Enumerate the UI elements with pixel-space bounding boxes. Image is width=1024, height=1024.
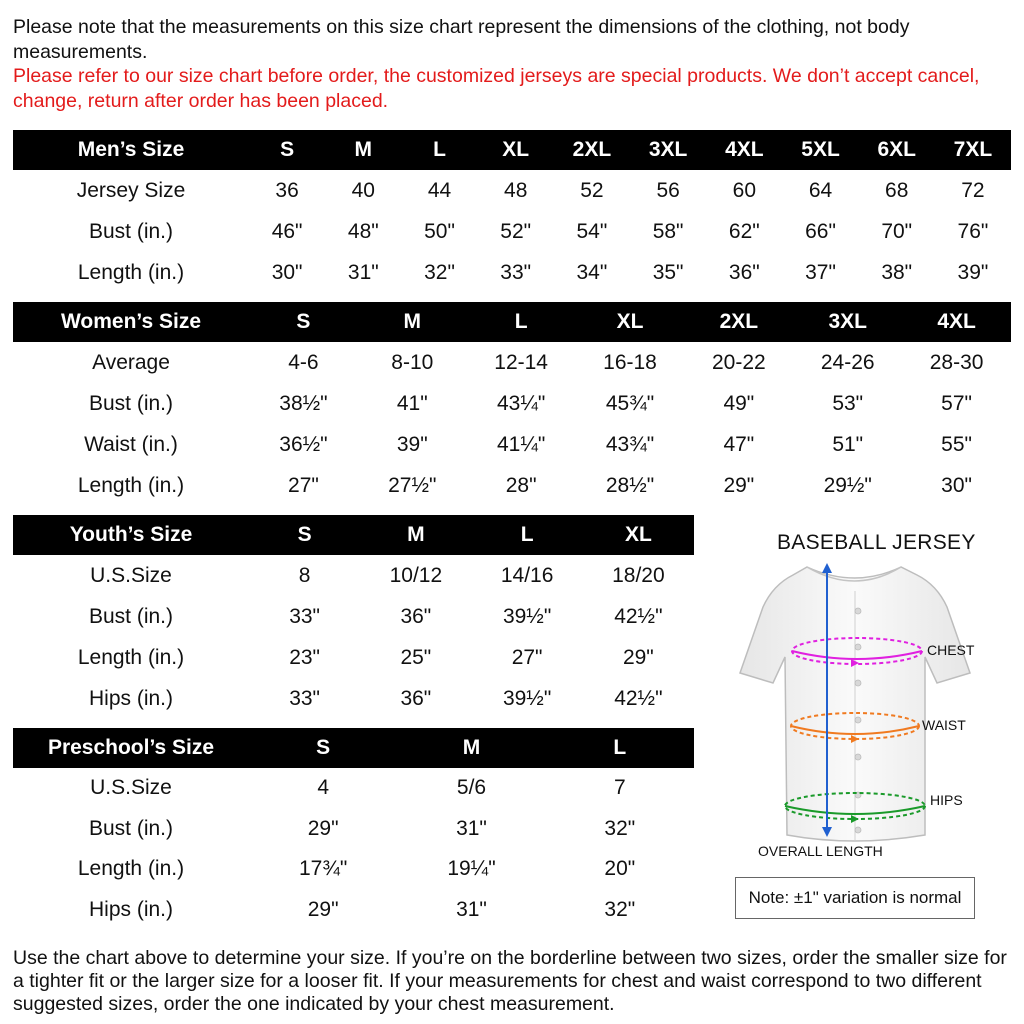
table-cell: 5/6 (456, 776, 487, 800)
table-cell: 28½" (605, 473, 655, 497)
row-label: Average (92, 350, 170, 374)
table-cell: 25" (400, 645, 432, 669)
table-title: Youth’s Size (69, 523, 193, 546)
table-cell: 8 (298, 563, 311, 587)
size-header-cell: 2XL (572, 138, 612, 161)
table-cell: 46" (271, 219, 303, 243)
size-header-cell: M (354, 138, 373, 161)
table-cell: 27" (288, 473, 319, 497)
table-row (13, 211, 1011, 252)
table-cell: 33" (500, 260, 532, 284)
table-header-row (13, 728, 694, 768)
size-header-cell: L (520, 523, 534, 546)
table-cell: 36" (728, 260, 760, 284)
row-label: Hips (in.) (88, 686, 173, 710)
table-row (13, 596, 694, 637)
table-cell: 70" (881, 219, 913, 243)
size-header-cell: 4XL (725, 138, 764, 161)
table-cell: 36" (400, 686, 432, 710)
table-cell: 57" (941, 391, 972, 415)
row-label: Jersey Size (76, 178, 186, 202)
table-cell: 32" (604, 816, 636, 840)
table-cell: 32" (424, 260, 455, 284)
table-cell: 44 (427, 178, 452, 202)
table-title: Women’s Size (60, 310, 202, 333)
size-header-cell: M (462, 736, 481, 759)
table-cell: 52" (500, 219, 532, 243)
table-cell: 29" (307, 897, 339, 921)
table-cell: 53" (832, 391, 864, 415)
table-cell: 60 (732, 178, 756, 202)
size-header-cell: 6XL (877, 138, 916, 161)
table-cell: 14/16 (500, 563, 554, 587)
size-header-cell: S (280, 138, 295, 161)
table-cell: 31" (347, 260, 379, 284)
table-cell: 29" (723, 473, 755, 497)
table-cell: 33" (289, 686, 321, 710)
table-header-row (13, 515, 694, 555)
table-cell: 10/12 (389, 563, 443, 587)
row-label: Waist (in.) (84, 432, 178, 456)
table-cell: 52 (580, 178, 604, 202)
size-header-cell: 7XL (953, 138, 993, 161)
table-cell: 39" (957, 260, 989, 284)
row-label: Bust (in.) (88, 219, 174, 243)
preschool-size-table (13, 728, 694, 930)
table-cell: 39" (396, 432, 428, 456)
row-label: Length (in.) (77, 473, 185, 497)
table-title: Men’s Size (77, 138, 185, 161)
table-cell: 41¼" (496, 432, 546, 456)
table-cell: 56 (656, 178, 680, 202)
size-header-cell: 4XL (937, 310, 976, 333)
table-cell: 4-6 (288, 350, 319, 374)
table-cell: 40 (351, 178, 375, 202)
table-cell: 24-26 (820, 350, 875, 374)
table-cell: 23" (289, 645, 321, 669)
table-cell: 28-30 (929, 350, 984, 374)
table-cell: 49" (723, 391, 755, 415)
men-size-table (13, 130, 1011, 293)
order-policy-warning: Please refer to our size chart before order, the customized jerseys are special products. We don’t accept cancel, change, return after order has been placed. (13, 65, 980, 112)
youth-size-table (13, 515, 694, 719)
table-cell: 32" (604, 897, 636, 921)
baseball-jersey-diagram (725, 525, 1015, 925)
table-cell: 36 (275, 178, 299, 202)
waist-label: WAIST (922, 717, 966, 733)
table-cell: 16-18 (603, 350, 657, 374)
table-cell: 12-14 (494, 350, 548, 374)
table-cell: 17¾" (299, 857, 348, 881)
table-row (13, 768, 694, 809)
variation-note: Note: ±1" variation is normal (735, 877, 975, 919)
size-header-cell: XL (502, 138, 530, 161)
table-row (13, 637, 694, 678)
table-cell: 34" (576, 260, 608, 284)
table-cell: 36½" (279, 432, 328, 456)
size-header-cell: S (297, 523, 312, 546)
table-row (13, 170, 1011, 211)
table-row (13, 342, 1011, 383)
table-cell: 27½" (388, 473, 437, 497)
table-cell: 37" (805, 260, 836, 284)
table-cell: 20" (604, 857, 636, 881)
table-cell: 47" (723, 432, 755, 456)
table-title: Preschool’s Size (47, 736, 215, 759)
table-cell: 64 (808, 178, 833, 202)
table-cell: 29" (622, 645, 654, 669)
table-cell: 55" (941, 432, 972, 456)
table-cell: 35" (652, 260, 684, 284)
row-label: Length (in.) (77, 260, 185, 284)
table-cell: 68 (885, 178, 909, 202)
size-header-cell: 2XL (719, 310, 759, 333)
table-cell: 33" (289, 604, 321, 628)
table-cell: 36" (400, 604, 432, 628)
table-cell: 39½" (502, 604, 552, 628)
table-header-row (13, 130, 1011, 170)
table-cell: 42½" (614, 604, 663, 628)
row-label: Bust (in.) (88, 604, 174, 628)
table-cell: 29" (307, 816, 339, 840)
table-row (13, 849, 694, 890)
row-label: Length (in.) (77, 857, 185, 881)
table-row (13, 678, 694, 719)
size-header-cell: 3XL (828, 310, 867, 333)
table-cell: 31" (456, 897, 487, 921)
hips-label: HIPS (930, 792, 963, 808)
table-cell: 39½" (502, 686, 552, 710)
row-label: Bust (in.) (88, 816, 174, 840)
sizing-advice: Use the chart above to determine your size. If you’re on the borderline between two sizes, order the smaller size for a tighter fit or the larger size for a looser fit. If your measurements for chest and waist correspond to two different suggested sizes, order the one indicated by your chest measurement. (13, 947, 1007, 1015)
table-cell: 30" (941, 473, 972, 497)
table-row (13, 890, 694, 931)
table-cell: 66" (805, 219, 836, 243)
table-cell: 38½" (279, 391, 328, 415)
size-header-cell: L (514, 310, 528, 333)
table-cell: 58" (652, 219, 684, 243)
table-cell: 8-10 (391, 350, 434, 374)
size-header-cell: XL (624, 523, 652, 546)
size-header-cell: M (407, 523, 425, 546)
table-row (13, 424, 1011, 465)
table-cell: 72 (961, 178, 985, 202)
table-cell: 62" (728, 219, 760, 243)
row-label: U.S.Size (90, 563, 172, 587)
diagram-title: BASEBALL JERSEY (777, 531, 976, 554)
table-cell: 38" (881, 260, 913, 284)
row-label: Length (in.) (77, 645, 185, 669)
table-cell: 27" (511, 645, 543, 669)
table-cell: 4 (317, 776, 329, 800)
table-row (13, 252, 1011, 293)
size-header-cell: XL (616, 310, 644, 333)
table-cell: 29½" (823, 473, 872, 497)
table-header-row (13, 302, 1011, 342)
table-cell: 51" (832, 432, 864, 456)
table-row (13, 465, 1011, 506)
table-cell: 45¾" (605, 391, 655, 415)
table-cell: 20-22 (712, 350, 766, 374)
size-header-cell: 5XL (801, 138, 840, 161)
table-cell: 48 (504, 178, 528, 202)
size-header-cell: S (316, 736, 331, 759)
size-header-cell: L (433, 138, 446, 161)
table-cell: 30" (271, 260, 303, 284)
table-cell: 18/20 (612, 563, 665, 587)
table-row (13, 555, 694, 596)
table-row (13, 809, 694, 850)
table-cell: 31" (456, 816, 487, 840)
row-label: Hips (in.) (88, 897, 173, 921)
overall-length-label: OVERALL LENGTH (758, 843, 883, 859)
size-header-cell: L (613, 736, 627, 759)
table-cell: 42½" (614, 686, 663, 710)
size-header-cell: 3XL (648, 138, 688, 161)
table-cell: 76" (957, 219, 989, 243)
table-cell: 7 (613, 776, 626, 800)
size-header-cell: M (403, 310, 422, 333)
clothing-dimensions-notice: Please note that the measurements on this size chart represent the dimensions of the clothing, not body measurements. (13, 16, 910, 63)
table-cell: 43¼" (496, 391, 546, 415)
table-cell: 41" (396, 391, 428, 415)
size-header-cell: S (296, 310, 311, 333)
table-cell: 19¼" (447, 857, 496, 881)
row-label: U.S.Size (90, 776, 172, 800)
table-cell: 43¾" (605, 432, 655, 456)
table-row (13, 383, 1011, 424)
row-label: Bust (in.) (88, 391, 174, 415)
table-cell: 54" (576, 219, 608, 243)
table-cell: 50" (424, 219, 455, 243)
table-cell: 48" (347, 219, 379, 243)
table-cell: 28" (505, 473, 537, 497)
chest-label: CHEST (927, 642, 975, 658)
women-size-table (13, 302, 1011, 506)
